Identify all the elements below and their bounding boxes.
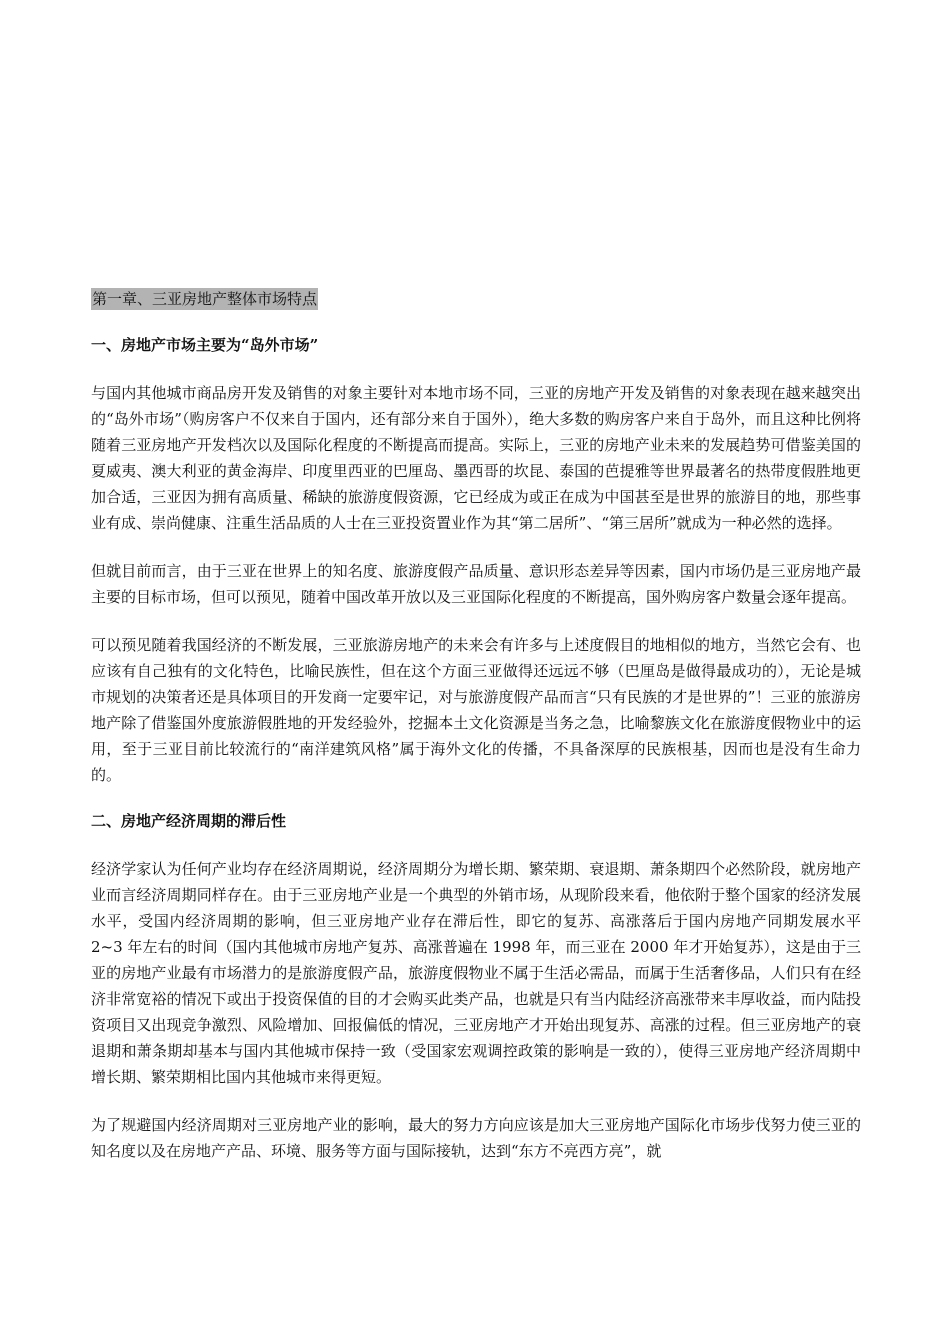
paragraph: 为了规避国内经济周期对三亚房地产业的影响，最大的努力方向应该是加大三亚房地产国际化市场步伐努力使三亚的知名度以及在房地产产品、环境、服务等方面与国际接轨，达到“东方不亮西方亮”，就 bbox=[91, 1116, 861, 1160]
document-body bbox=[91, 288, 861, 1186]
paragraph: 与国内其他城市商品房开发及销售的对象主要针对本地市场不同，三亚的房地产开发及销售的对象表现在越来越突出的“岛外市场”（购房客户不仅来自于国内，还有部分来自于国外），绝大多数的购房客户来自于岛外，而且这种比例将随着三亚房地产开发档次以及国际化程度的不断提高而提高。实际上，三亚的房地产业未来的发展趋势可借鉴美国的夏威夷、澳大利亚的黄金海岸、印度里西亚的巴厘岛、墨西哥的坎昆、泰国的芭提雅等世界最著名的热带度假胜地更加合适，三亚因为拥有高质量、稀缺的旅游度假资源，它已经成为或正在成为中国甚至是世界的旅游目的地，那些事业有成、崇尚健康、注重生活品质的人士在三亚投资置业作为其“第二居所”、“第三居所”就成为一种必然的选择。 bbox=[91, 384, 861, 532]
paragraph: 可以预见随着我国经济的不断发展，三亚旅游房地产的未来会有许多与上述度假目的地相似的地方，当然它会有、也应该有自己独有的文化特色，比喻民族性，但在这个方面三亚做得还远远不够（巴厘岛是做得最成功的），无论是城市规划的决策者还是具体项目的开发商一定要牢记，对与旅游度假产品而言“只有民族的才是世界的”！三亚的旅游房地产除了借鉴国外度旅游假胜地的开发经验外，挖掘本土文化资源是当务之急，比喻黎族文化在旅游度假物业中的运用，至于三亚目前比较流行的“南洋建筑风格”属于海外文化的传播，不具备深厚的民族根基，因而也是没有生命力的。 bbox=[91, 636, 861, 784]
paragraph: 但就目前而言，由于三亚在世界上的知名度、旅游度假产品质量、意识形态差异等因素，国内市场仍是三亚房地产最主要的目标市场，但可以预见，随着中国改革开放以及三亚国际化程度的不断提高，国外购房客户数量会逐年提高。 bbox=[91, 562, 861, 606]
section-heading-2: 二、房地产经济周期的滞后性 bbox=[91, 812, 287, 830]
paragraph: 经济学家认为任何产业均存在经济周期说，经济周期分为增长期、繁荣期、衰退期、萧条期四个必然阶段，就房地产业而言经济周期同样存在。由于三亚房地产业是一个典型的外销市场，从现阶段来看，他依附于整个国家的经济发展水平，受国内经济周期的影响，但三亚房地产业存在滞后性，即它的复苏、高涨落后于国内房地产同期发展水平 2~3 年左右的时间（国内其他城市房地产复苏、高涨普遍在 1998 年，而三亚在 2000 年才开始复苏），这是由于三亚的房地产业最有市场潜力的是旅游度假产品，旅游度假物业不属于生活必需品，而属于生活奢侈品，人们只有在经济非常宽裕的情况下或出于投资保值的目的才会购买此类产品，也就是只有当内陆经济高涨带来丰厚收益，而内陆投资项目又出现竞争激烈、风险增加、回报偏低的情况，三亚房地产才开始出现复苏、高涨的过程。但三亚房地产的衰退期和萧条期却基本与国内其他城市保持一致（受国家宏观调控政策的影响是一致的），使得三亚房地产经济周期中增长期、繁荣期相比国内其他城市来得更短。 bbox=[91, 860, 861, 1086]
section-heading-1: 一、房地产市场主要为“岛外市场” bbox=[91, 336, 319, 354]
chapter-title: 第一章、三亚房地产整体市场特点 bbox=[92, 290, 318, 308]
